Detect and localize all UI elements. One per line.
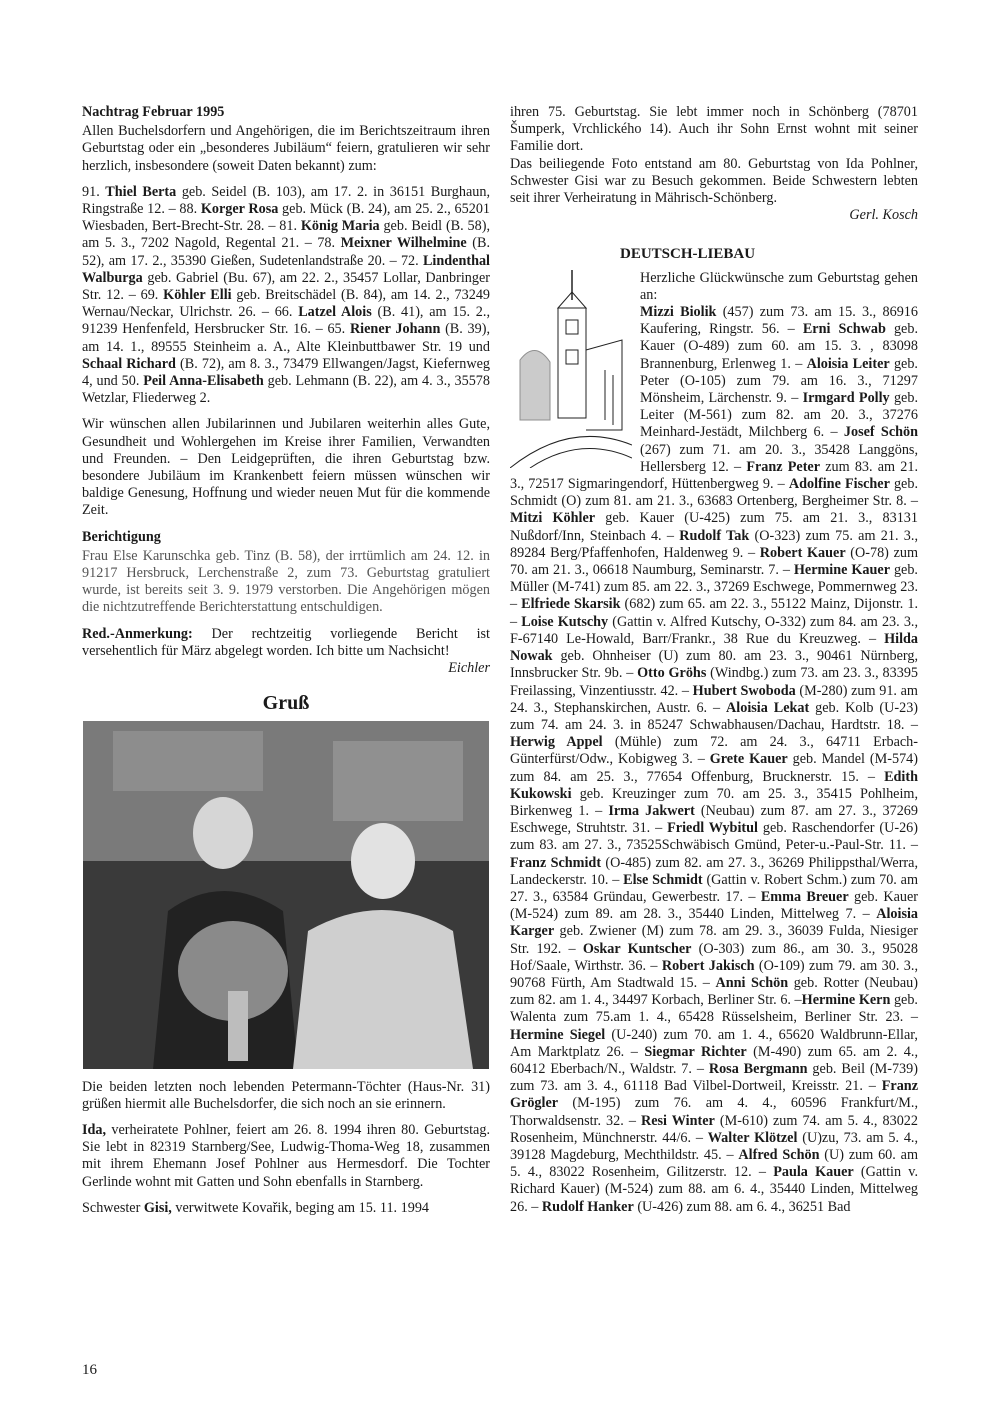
editor-note: Red.-Anmerkung: Der rechtzeitig vorliegende Bericht ist versehentlich für März abgelegt worden. Ich bitte um Nachsicht!: [82, 625, 490, 659]
kosch-signature: Gerl. Kosch: [849, 207, 918, 224]
ida-paragraph: Ida, verheiratete Pohlner, feiert am 26. 8. 1994 ihren 80. Geburtstag. Sie lebt in 82319 Starnberg/See, Ludwig-Thoma-Weg 18, zusammen mit ihrem Ehemann Josef Pohlner aus Hermesdorf. Die Tochter Gerlinde wohnt mit Gatten und Sohn ebenfalls in Starnberg.: [82, 1121, 490, 1190]
wishes-paragraph: Wir wünschen allen Jubilarinnen und Jubilaren weiterhin alles Gute, Gesundheit und Wohlergehen im Kreise ihrer Familien, Verwandten und Freunden. – Den Leidgeprüften, die ihren Geburtstag bzw. besondere Jubiläum im Krankenbett feiern müssen wünschen wir baldige Genesung, Hoffnung und wieder neuen Mut für die kommende Zeit.: [82, 416, 490, 519]
deutsch-liebau-heading: DEUTSCH-LIEBAU: [620, 246, 756, 263]
deutsch-liebau-birthday-list: Mizzi Biolik (457) zum 73. am 15. 3., 86916 Kaufering, Ringstr. 56. – Erni Schwab geb. Kauer (O-489) zum 60. am 15. 3. , 83098 Brannenburg, Erlenweg 1. – Aloisia Leiter geb. Peter (O-105) zum 79. am 16. 3., 71297 Mönsheim, Lärchenstr. 9. – Irmgard Polly geb. Leiter (M-561) zum 82. am 20. 3., 37276 Meinhard-Jestädt, Milchberg 6. – Josef Schön (267) zum 71. am 20. 3., 35428 Langgöns, Hellersberg 12. – Franz Peter zum 83. am 21. 3., 72517 Sigmaringendorf, Hüttenbergweg 9. – Adolfine Fischer geb. Schmidt (O) zum 81. am 21. 3., 63683 Ortenberg, Bergheimer Str. 8. – Mitzi Köhler geb. Kauer (U-425) zum 75. am 21. 3., 83131 Nußdorf/Inn, Steinbach 4. – Rudolf Tak (O-323) zum 75. am 21. 3., 89284 Berg/Pfaffenhofen, Haldenweg 9. – Robert Kauer (O-78) zum 70. am 21. 3., 06618 Naumburg, Seminarstr. 7. – Hermine Kauer geb. Müller (M-741) zum 85. am 22. 3., 37269 Eschwege, Pommernweg 23. – Elfriede Skarsik (682) zum 65. am 22. 3., 55122 Mainz, Dijonstr. 1. – Loise Kutschy (Gattin v. Alfred Kutschy, O-332) zum 84. am 23. 3., F-67140 Le-Howald, Barr/Frankr., 38 Rue du Kreuzweg. – Hilda Nowak geb. Ohnheiser (U) zum 80. am 23. 3., 90461 Nürnberg, Innsbrucker Str. 9b. – Otto Gröhs (Windbg.) zum 73. am 23. 3., 83395 Freilassing, Vinzentiusstr. 42. – Hubert Swoboda (M-280) zum 91. am 24. 3., Stephanskirchen, Austr. 6. – Aloisia Lekat geb. Kolb (U-23) zum 74. am 24. 3. in 85247 Schwabhausen/Dachau, Hardtstr. 18. – Herwig Appel (Mühle) zum 72. am 24. 3., 64711 Erbach-Günterfürst/Odw., Kobigweg 3. – Grete Kauer geb. Mandel (M-574) zum 84. am 25. 3., 77654 Offenburg, Brucknerstr. 15. – Edith Kukowski geb. Kreuzinger zum 70. am 25. 3., 35415 Pohlheim, Birkenweg 1. – Irma Jakwert (Neubau) zum 87. am 27. 3., 37269 Eschwege, Struhtstr. 31. – Friedl Wybitul geb. Raschendorfer (U-26) zum 83. am 27. 3., 73525Schwäbisch Gmünd, Peter-u.-Paul-Str. 11. – Franz Schmidt (O-485) zum 82. am 27. 3., 36269 Philippsthal/Werra, Landeckerstr. 10. – Else Schmidt (Gattin v. Robert Schm.) zum 70. am 27. 3., 63584 Gründau, Gewerbestr. 17. – Emma Breuer geb. Kauer (M-524) zum 89. am 28. 3., 35440 Linden, Mittelweg 7. – Aloisia Karger geb. Zwiener (M) zum 78. am 29. 3., 36039 Fulda, Niesiger Str. 192. – Oskar Kuntscher (O-303) zum 86., am 30. 3., 95028 Hof/Saale, Wirthstr. 36. – Robert Jakisch (O-109) zum 79. am 30. 3., 90768 Fürth, Am Stadtwald 15. – Anni Schön geb. Rotter (Neubau) zum 82. am 1. 4., 34497 Korbach, Berliner Str. 6. –Hermine Kern geb. Walenta zum 75.am 1. 4., 65428 Rüsselsheim, Berliner Str. 23. – Hermine Siegel (U-240) zum 70. am 1. 4., 65620 Waldbrunn-Ellar, Am Marktplatz 26. – Siegmar Richter (M-490) zum 65. am 2. 4., 60412 Eberbach/N., Waldstr. 7. – Rosa Bergmann geb. Beil (M-739) zum 73. am 3. 4., 61118 Bad Vilbel-Dortweil, Kreisstr. 21. – Franz Grögler (M-195) zum 76. am 4. 4., 60596 Frankfurt/M., Thorwaldsenstr. 32. – Resi Winter (M-610) zum 74. am 5. 4., 83022 Rosenheim, Münchnerstr. 44/6. – Walter Klötzel (U)zu, 73. am 5. 4., 39128 Magdeburg, Mechthildstr. 45. – Alfred Schön (U) zum 60. am 5. 4., 83022 Rosenheim, Gilitzerstr. 12. – Paula Kauer (Gattin v. Richard Kauer) (M-524) zum 88. am 6. 4., 35440 Linden, Mittelweg 26. – Rudolf Hanker (U-426) zum 88. am 6. 4., 36251 Bad: [510, 304, 919, 1215]
photo-two-sisters: [83, 721, 489, 1069]
page-number: 16: [82, 1362, 97, 1378]
gisi-paragraph: Schwester Gisi, verwitwete Kovařik, beging am 15. 11. 1994: [82, 1199, 430, 1216]
birthday-list: 91. Thiel Berta geb. Seidel (B. 103), am 17. 2. in 36151 Burghaun, Ringstraße 12. – 88. Korger Rosa geb. Mück (B. 24), am 25. 2., 65201 Wiesbaden, Bert-Brecht-Str. 28. – 81. König Maria geb. Beidl (B. 58), am 5. 3., 7202 Nagold, Regental 21. – 78. Meixner Wilhelmine (B. 52), am 17. 2., 35390 Gießen, Sudetenlandstraße 20. – 72. Lindenthal Walburga geb. Gabriel (Bu. 67), am 22. 2., 35457 Lollar, Danbringer Str. 12. – 69. Köhler Elli geb. Breitschädel (B. 84), am 14. 2., 73249 Wernau/Neckar, Ulrichstr. 26. – 66. Latzel Alois (B. 41), am 15. 2., 91239 Henfenfeld, Hersbrucker Str. 16. – 65. Riener Johann (B. 39), am 14. 1., 89555 Steinheim a. A., Alte Kleinbuttbawer Str. 19 und Schaal Richard (B. 72), am 8. 3., 73479 Ellwangen/Jagst, Kiefernweg 4, und 50. Peil Anna-Elisabeth geb. Lehmann (B. 22), am 4. 3., 35578 Wetzlar, Fliederweg 2.: [82, 183, 491, 407]
correction-paragraph: Frau Else Karunschka geb. Tinz (B. 58), der irrtümlich am 24. 12. in 91217 Hersbruck, Lerchenstraße 2, zum 73. Geburtstag gratuliert wurde, ist bereits seit 3. 9. 1979 verstorben. Die Angehörigen mögen die nichtzutreffende Berichterstattung entschuldigen.: [82, 547, 490, 616]
gruss-title: Gruß: [262, 692, 310, 715]
section-heading-nachtrag: Nachtrag Februar 1995: [82, 104, 225, 120]
left-column: [82, 104, 490, 1226]
deutsch-liebau-body: [510, 270, 918, 1216]
deutsch-liebau-intro: Herzliche Glückwünsche zum Geburtstag gehen an:: [640, 269, 918, 303]
right-column: [510, 104, 918, 1216]
photo-caption: Die beiden letzten noch lebenden Petermann-Töchter (Haus-Nr. 31) grüßen hiermit alle Buchelsdorfer, die sich noch an sie erinnern.: [82, 1078, 490, 1112]
continuation-paragraph-2: Das beiliegende Foto entstand am 80. Geburtstag von Ida Pohlner, Schwester Gisi war zu Besuch gekommen. Beide Schwestern lebten seit ihrer Verheiratung in Mährisch-Schönberg.: [510, 155, 918, 207]
editor-signature: Eichler: [448, 660, 490, 677]
intro-paragraph: Allen Buchelsdorfern und Angehörigen, die im Berichtszeitraum ihren Geburtstag oder ein „besonderes Jubiläum“ feiern, gratulieren wir sehr herzlich, insbesondere (soweit Daten bekannt) zum:: [82, 123, 490, 174]
continuation-paragraph-1: ihren 75. Geburtstag. Sie lebt immer noch in Schönberg (78701 Šumperk, Vrchlického 14). Auch ihr Sohn Ernst wohnt mit seiner Familie dort.: [510, 104, 918, 155]
church-illustration: [510, 270, 632, 468]
correction-heading: Berichtigung: [82, 528, 161, 545]
